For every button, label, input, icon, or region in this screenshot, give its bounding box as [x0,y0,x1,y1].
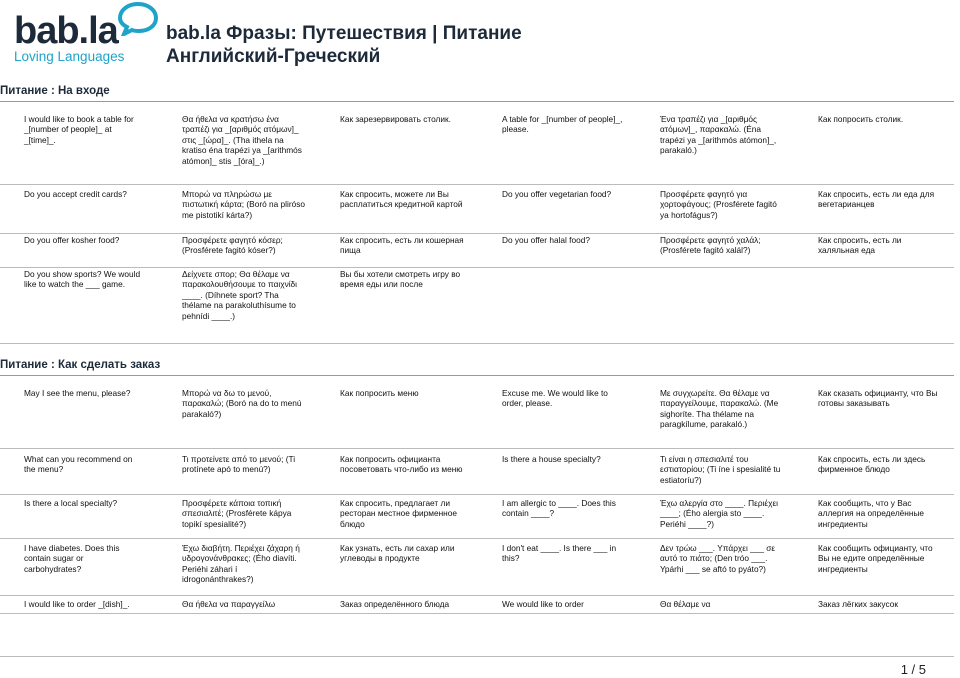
phrase-greek: Έχω διαβήτη. Περιέχει ζάχαρη ή υδρογονάνθρακες; (Ého diavíti. Periéhi záhari í idrogonánthrakes?) [182,543,300,585]
phrase-english: I would like to book a table for _[number of people]_ at _[time]_. [24,114,134,145]
page-title [166,22,522,68]
phrase-greek: Τι προτείνετε από το μενού; (Ti protínete apó to menú?) [182,454,296,475]
babla-logo[interactable] [14,2,154,68]
phrase-greek: Ένα τραπέζι για _[αριθμός ατόμων]_, παρακαλώ. (Éna trapézi ya _[arithmós atómon]_, parakaló.) [660,114,777,156]
phrase-greek: Θα θέλαμε να [660,599,711,609]
phrase-note-russian: Как зарезервировать столик. [340,114,451,124]
phrase-english: Do you accept credit cards? [24,189,127,199]
page-indicator: 1 / 5 [900,662,926,677]
phrase-english: Do you offer kosher food? [24,235,120,245]
table-row [0,599,954,614]
phrase-note-russian: Как спросить, можете ли Вы расплатиться кредитной картой [340,189,463,210]
phrase-english: Is there a local specialty? [24,498,118,508]
table-row [0,498,954,539]
table-row [0,235,954,268]
phrase-english: I have diabetes. Does this contain sugar or carbohydrates? [24,543,120,574]
footer-divider [0,656,954,657]
phrase-note-russian: Как спросить, предлагает ли ресторан местное фирменное блюдо [340,498,457,529]
page-title-line2: Английский-Греческий [166,46,381,67]
phrase-note-russian: Как попросить столик. [818,114,904,124]
phrase-greek: Τι είναι η σπεσιαλιτέ του εστιατορίου; (Ti íne i spesialité tu estiatoríu?) [660,454,781,485]
page-title-line1: bab.la Фразы: Путешествия | Питание [166,23,522,44]
phrase-note-russian: Заказ определённого блюда [340,599,450,609]
phrase-note-russian: Заказ лёгких закусок [818,599,898,609]
phrase-english: Do you offer vegetarian food? [502,189,612,199]
phrase-english: I don't eat ____. Is there ___ in this? [502,543,617,564]
table-row [0,189,954,234]
phrase-note-russian: Как попросить официанта посоветовать что-либо из меню [340,454,463,475]
phrase-greek: Μπορώ να δω το μενού, παρακαλώ; (Boró na do to menú parakaló?) [182,388,302,419]
phrase-greek: Έχω αλεργία στο ____. Περιέχει ____; (Ého alergia sto ____. Periéhi ____?) [660,498,778,529]
section-heading: Питание : На входе [0,85,110,97]
phrase-english: A table for _[number of people]_, please. [502,114,623,135]
section-divider [0,375,954,376]
section-heading: Питание : Как сделать заказ [0,359,161,371]
table-row [0,114,954,185]
phrase-note-russian: Вы бы хотели смотреть игру во время еды или после [340,269,461,290]
logo-tagline: Loving Languages [14,49,125,64]
phrase-english: I am allergic to ____. Does this contain ____? [502,498,616,519]
phrase-greek: Με συγχωρείτε. Θα θέλαμε να παραγγείλουμε, παρακαλώ. (Me sighoríte. Tha thélame na paragkílume, parakaló.) [660,388,779,430]
phrase-english: May I see the menu, please? [24,388,131,398]
phrase-greek: Προσφέρετε κάποια τοπική σπεσιαλιτέ; (Prosférete kápya topikí spesialité?) [182,498,292,529]
phrase-english: Excuse me. We would like to order, please. [502,388,608,409]
table-row [0,454,954,495]
logo-wordmark: bab.la [14,10,118,52]
phrase-note-russian: Как спросить, есть ли кошерная пища [340,235,464,256]
speech-bubble-icon [118,2,158,36]
phrase-greek: Θα ήθελα να παραγγείλω [182,599,276,609]
phrase-greek: Προσφέρετε φαγητό χαλάλ; (Prosférete fagitó xalál?) [660,235,761,256]
phrase-english: Is there a house specialty? [502,454,601,464]
phrase-note-russian: Как сказать официанту, что Вы готовы заказывать [818,388,938,409]
phrase-greek: Προσφέρετε φαγητό για χορτοφάγους; (Prosférete fagitó ya hortofágus?) [660,189,777,220]
phrase-note-russian: Как спросить, есть ли еда для вегетарианцев [818,189,935,210]
phrase-note-russian: Как спросить, есть ли здесь фирменное блюдо [818,454,926,475]
phrase-note-russian: Как узнать, есть ли сахар или углеводы в продукте [340,543,455,564]
phrase-english: What can you recommend on the menu? [24,454,133,475]
table-row [0,543,954,596]
table-row [0,269,954,344]
phrase-greek: Μπορώ να πληρώσω με πιστωτική κάρτα; (Boró na pliróso me pistotikí kárta?) [182,189,305,220]
phrase-english: Do you offer halal food? [502,235,590,245]
table-row [0,388,954,449]
phrase-greek: Δείχνετε σπορ; Θα θέλαμε να παρακολουθήσουμε το παιχνίδι ____. (Díhnete sport? Tha thélame na parakoluthísume to pehnídi ____.) [182,269,298,321]
phrase-greek: Θα ήθελα να κρατήσω ένα τραπέζι για _[αριθμός ατόμων]_ στις _[ώρα]_. (Tha ithela na kratiso éna trapézi ya _[arithmós atómon]_ stis _[óra]_.) [182,114,302,166]
phrase-note-russian: Как сообщить официанту, что Вы не едите определённые ингредиенты [818,543,933,574]
phrase-note-russian: Как сообщить, что у Вас аллергия на определённые ингредиенты [818,498,925,529]
phrase-english: I would like to order _[dish]_. [24,599,130,609]
phrase-note-russian: Как спросить, есть ли халяльная еда [818,235,902,256]
phrase-note-russian: Как попросить меню [340,388,419,398]
phrase-english: Do you show sports? We would like to watch the ___ game. [24,269,141,290]
section-divider [0,101,954,102]
phrase-greek: Δεν τρώω ___. Υπάρχει ___ σε αυτό το πιάτο; (Den tróo ___. Ypárhi ___ se aftó to pyáto?) [660,543,776,574]
phrase-english: We would like to order [502,599,584,609]
phrase-greek: Προσφέρετε φαγητό κόσερ; (Prosférete fagitó kóser?) [182,235,283,256]
